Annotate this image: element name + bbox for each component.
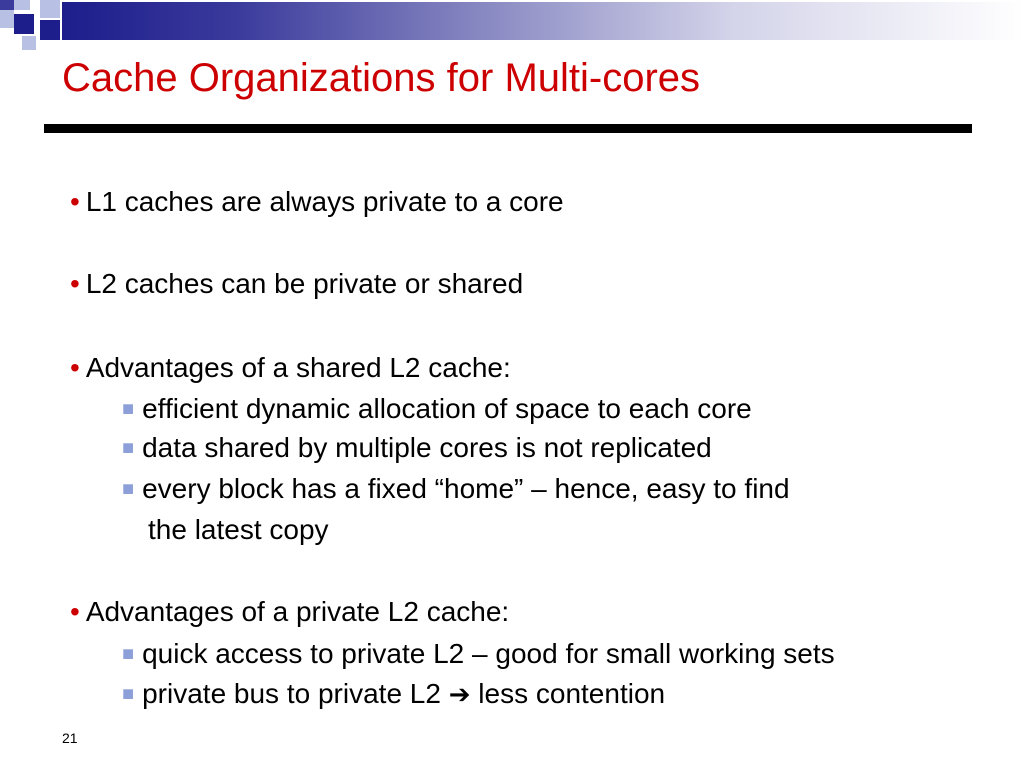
sub-bullet-text: data shared by multiple cores is not replicated bbox=[142, 432, 712, 463]
bullet-dot: • bbox=[70, 268, 80, 299]
header-decoration bbox=[0, 0, 1024, 50]
sub-bullet-item bbox=[122, 636, 835, 675]
sub-bullet-square: ■ bbox=[122, 398, 135, 420]
right-arrow-icon: ➔ bbox=[448, 680, 471, 710]
bullet-text: Advantages of a shared L2 cache: bbox=[85, 352, 511, 383]
decoration-square bbox=[14, 0, 30, 10]
bullet-item bbox=[70, 350, 511, 386]
decoration-square bbox=[0, 0, 14, 10]
sub-bullet-item bbox=[122, 676, 665, 715]
sub-bullet-item bbox=[122, 471, 790, 510]
sub-bullet-item bbox=[122, 391, 752, 430]
decoration-square bbox=[40, 20, 60, 40]
page-number: 21 bbox=[62, 730, 78, 746]
sub-bullet-text: quick access to private L2 – good for small working sets bbox=[142, 638, 835, 669]
decoration-square bbox=[14, 14, 34, 34]
sub-bullet-square: ■ bbox=[122, 437, 135, 459]
sub-bullet-text: private bus to private L2 bbox=[142, 678, 441, 709]
sub-bullet-square: ■ bbox=[122, 643, 135, 665]
sub-bullet-text: every block has a fixed “home” – hence, easy to find bbox=[142, 473, 790, 504]
bullet-item bbox=[70, 184, 564, 220]
sub-bullet-continuation: the latest copy bbox=[148, 514, 329, 545]
decoration-square bbox=[0, 10, 14, 28]
sub-bullet-text: efficient dynamic allocation of space to each core bbox=[142, 393, 752, 424]
sub-bullet-square: ■ bbox=[122, 478, 135, 500]
header-gradient-bar bbox=[62, 2, 1024, 40]
slide-title: Cache Organizations for Multi-cores bbox=[62, 56, 701, 100]
sub-bullet-square: ■ bbox=[122, 683, 135, 705]
decoration-square bbox=[40, 0, 60, 18]
bullet-text: Advantages of a private L2 cache: bbox=[85, 596, 510, 627]
sub-bullet-text: less contention bbox=[478, 678, 666, 709]
bullet-item bbox=[70, 594, 509, 630]
sub-bullet-item bbox=[122, 430, 712, 469]
bullet-dot: • bbox=[70, 186, 80, 217]
bullet-text: L2 caches can be private or shared bbox=[85, 268, 524, 299]
decoration-square bbox=[22, 36, 36, 50]
bullet-dot: • bbox=[70, 596, 80, 627]
bullet-text: L1 caches are always private to a core bbox=[85, 186, 564, 217]
title-underline bbox=[44, 124, 972, 133]
bullet-item bbox=[70, 266, 523, 302]
bullet-dot: • bbox=[70, 352, 80, 383]
